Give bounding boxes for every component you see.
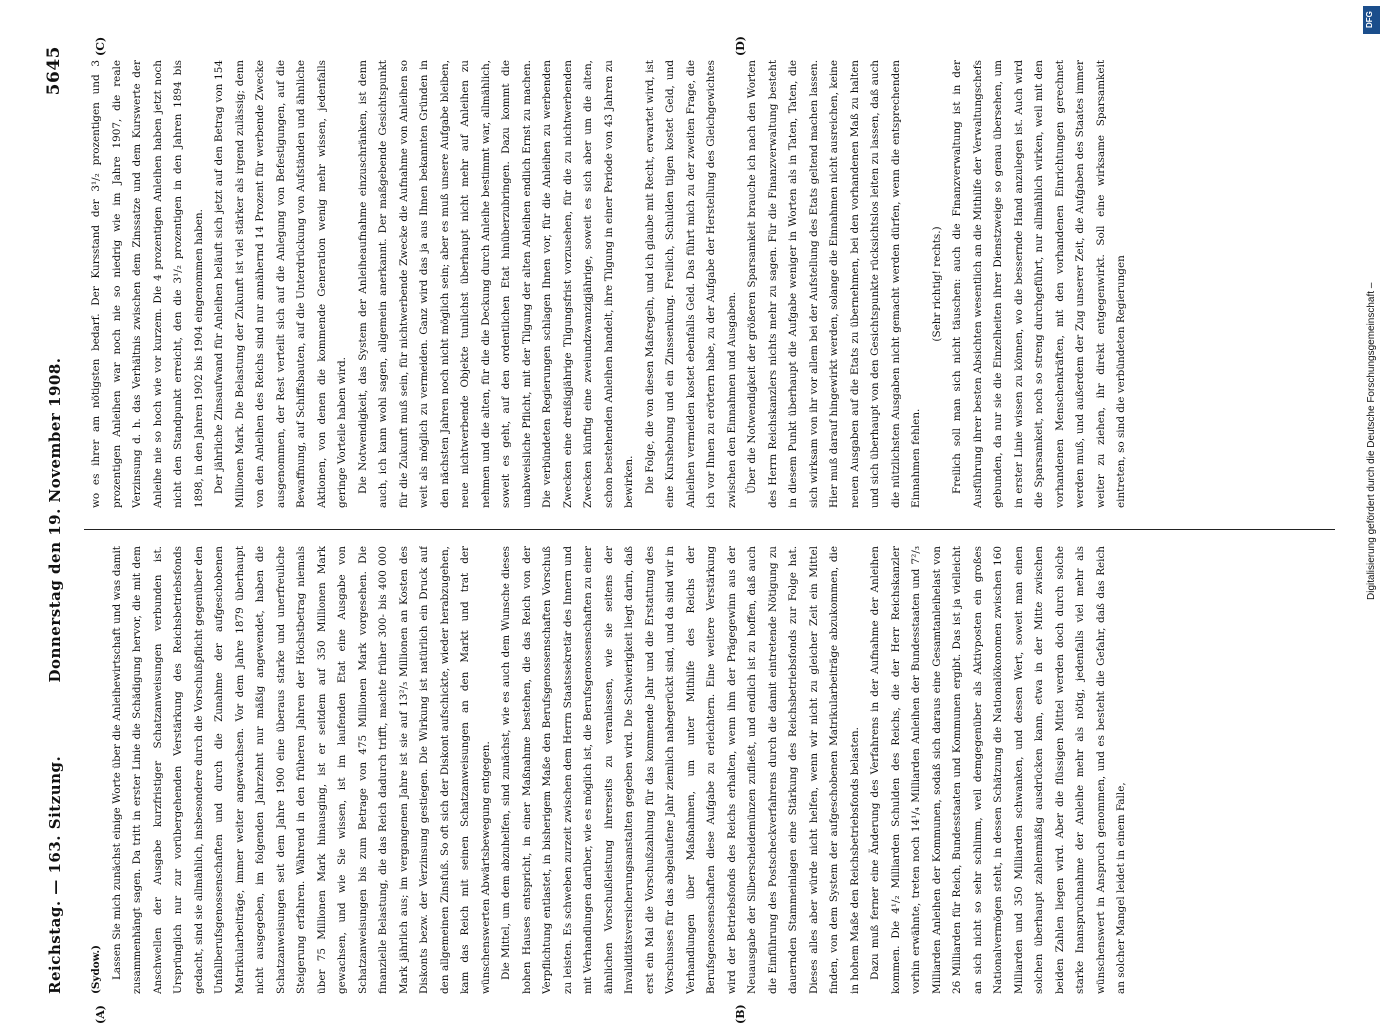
funding-notice: Digitalisierung gefördert durch die Deutsche Forschungsgemeinschaft – [1366, 282, 1377, 600]
right-paragraph: Die Folge, die von diesen Maßregeln, und ich glaube mit Recht, erwartet wird, ist eine Kurshebung und ein Zinssenkung. Freilich, Schulden tilgen kostet Geld, und Anleihen vermeiden kostet ebenfalls Geld. Das führt mich zu der zweiten Frage, die ich vor Ihnen zu erörtern habe, zu der Aufgabe der Herstellung des Gleichgewichtes zwischen den Einnahmen und Ausgaben. [643, 60, 738, 508]
left-paragraph: Die Mittel, um dem abzuhelfen, sind zunächst, wie es auch dem Wunsche dieses hohen Hauses entspricht, in einer Maßnahme bestehen, die das Reich von der Verpflichtung entlastet, in bisherigem Maße den Berufsgenossenschaften Vorschuß zu leisten. Es schweben zurzeit zwischen dem Herrn Staatssekretär des Innern und mit Verhandlungen darüber, wie es möglich ist, die Berufsgenossenschaften zu einer ähnlichen Vorschußleistung ihrerseits zu veranlassen, wie sie seitens der Invaliditätsversicherungsanstalten gegeben wird. Die Schwierigkeit liegt darin, daß erst ein Mal die Vorschußzahlung für das kommende Jahr und die Erstattung des Vorschusses für das abgelaufene Jahr ziemlich nahegerückt sind, und da sind wir in Verhandlungen über Maßnahmen, um unter Mithilfe des Reichs der Berufsgenossenschaften diese Aufgabe zu erleichtern. Eine weitere Verstärkung wird der Betriebsfonds des Reichs erhalten, wenn ihm der Prägegewinn aus der Neuausgabe der Silberscheidemünzen zufließt, und endlich ist zu hoffen, daß auch die Einführung des Postscheckverfahrens durch die damit eintretende Nötigung zu dauernden Stammeinlagen eine Stärkung des Reichsbetriebsfonds zur Folge hat. Dieses alles aber würde nicht helfen, wenn wir nicht zu gleicher Zeit ein Mittel finden, von dem System der aufgeschobenen Matrikularbeiträge abzukommen, die in hohem Maße den Reichsbetriebsfonds belasten. [500, 546, 861, 994]
margin-mark-c: (C) [94, 36, 107, 56]
page-header [34, 40, 74, 1000]
header-session: Reichstag. — 163. Sitzung. [46, 755, 64, 994]
margin-mark-d: (D) [734, 36, 747, 56]
left-paragraph: Dazu muß ferner eine Änderung des Verfahrens in der Aufnahme der Anleihen kommen. Die 4¹/₂ Milliarden Schulden des Reichs, die der Herr Reichskanzler vorhin erwähnte, treten noch 14¹/₄ Milliarden Anleihen der Bundesstaaten und 7²/₃ Milliarden Anleihen der Kommunen, sodaß sich daraus eine Gesamtanleihelast von 26 Milliarden für Reich, Bundesstaaten und Kommunen ergibt. Das ist ja vielleicht an sich nicht so sehr schlimm, weil demgegenüber als Aktivposten ein großes Nationalvermögen steht, in dessen Schätzung die Nationalökonomen zwischen 160 Milliarden und 350 Milliarden schwanken, und dessen Wert, soweit man einen solchen überhaupt zahlenmäßig ausdrücken kann, etwa in der Mitte zwischen beiden Zahlen liegen wird. Aber die flüssigen Mittel werden doch durch solche starke Inanspruchnahme der Anleihe mehr als nötig, jedenfalls viel mehr als wünschenswert in Anspruch genommen, und es besteht die Gefahr, daß das Reich an solcher Mangel leidet in einem Falle, [869, 546, 1127, 994]
right-column [86, 60, 1339, 508]
right-paragraph: Über die Notwendigkeit der größeren Sparsamkeit brauche ich nach den Worten des Herrn Reichskanzlers nichts mehr zu sagen. Für die Finanzverwaltung besteht in diesem Punkt überhaupt die Aufgabe weniger in Worten als in Taten, Taten, die sich wirksam von ihr vor allem bei der Aufstellung des Etats geltend machen lassen. Hier muß darauf hingewirkt werden, solange die Einnahmen nicht ausreichen, keine neuen Ausgaben auf die Etats zu übernehmen, bei den vorhandenen Maß zu halten und sich überhaupt von den Gesichtspunkte rücksichtslos leiten zu lassen, daß auch die nützlichsten Ausgaben nicht gemacht werden dürfen, wenn die entsprechenden Einnahmen fehlen. [746, 60, 922, 508]
page-number: 5645 [44, 46, 64, 96]
right-paragraph: Der jährliche Zinsaufwand für Anleihen beläuft sich jetzt auf den Betrag von 154 Millionen Mark. Die Belastung der Zukunft ist viel stärker als irgend zulässig; denn von den Anleihen des Reichs sind nur annähernd 14 Prozent für werbende Zwecke ausgenommen, der Rest verteilt sich auf die Anlegung von Befestigungen, auf die Bewaffnung, auf Schiffsbauten, auf die Unterdrückung von Aufständen und ähnliche Aktionen, von denen die kommende Generation wenig mehr wissen, jedenfalls geringe Vorteile haben wird. [213, 60, 348, 508]
header-date: Donnerstag den 19. November 1908. [46, 357, 64, 683]
left-paragraph: Lassen Sie mich zunächst einige Worte über die Anleihewirtschaft und was damit zusammenhängt sagen. Da tritt in erster Linie die Schädigung hervor, die mit dem Anschwellen der Ausgabe kurzfristiger Schatzanweisungen verbunden ist. Ursprünglich nur zur vorübergehenden Verstärkung des Reichsbetriebsfonds gedacht, sind sie allmählich, insbesondere durch die Vorschußpflicht gegenüber den Unfallberufsgenossenschaften und durch die Zunahme der aufgeschobenen Matrikularbeiträge, immer weiter angewachsen. Vor dem Jahre 1879 überhaupt nicht ausgegeben, im folgenden Jahrzehnt nur mäßig angewendet, haben die Schatzanweisungen seit dem Jahre 1900 eine überaus starke und unerfreuliche Steigerung erfahren. Während in den früheren Jahren der Höchstbetrag niemals über 75 Millionen Mark hinausging, ist er seitdem auf 350 Millionen Mark gewachsen, und wie Sie wissen, ist im laufenden Etat eine Ausgabe von Schatzanweisungen bis zum Betrage von 475 Millionen Mark vorgesehen. Die finanzielle Belastung, die das Reich dadurch trifft, machte früher 300- bis 400 000 Mark jährlich aus; im vergangenen Jahre ist sie auf 13²/₃ Millionen an Kosten des Diskonts bezw. der Verzinsung gestiegen. Die Wirkung ist natürlich ein Druck auf den allgemeinen Zinsfuß. So oft sich der Diskont aufschickte, wieder herabzugehen, kam das Reich mit seinen Schatzanweisungen an den Markt und trat der wünschenswerten Abwärtsbewegung entgegen. [110, 546, 492, 994]
dfg-logo-icon: DFG [1363, 6, 1380, 34]
interjection: (Sehr richtig! rechts.) [930, 226, 943, 342]
right-paragraph: Die Notwendigkeit, das System der Anleiheaufnahme einzuschränken, ist denn auch, ich kann wohl sagen, allgemein anerkannt. Der maßgebende Gesichtspunkt für die Zukunft muß sein, für nichtwerbende Zwecke die Aufnahme von Anleihen so weit als möglich zu vermeiden. Ganz wird das ja aus Ihnen bekannten Gründen in den nächsten Jahren noch nicht möglich sein; aber es muß unsere Aufgabe bleiben, neue nichtwerbende Objekte tunlichst überhaupt nicht mehr auf Anleihen zu nehmen und die alten, für die die Deckung durch Anleihe bestimmt war, allmählich, soweit es geht, auf den ordentlichen Etat hinüberzubringen. Dazu kommt die unabweisliche Pflicht, mit der Tilgung der alten Anleihen endlich Ernst zu machen. Die verbündeten Regierungen schlagen Ihnen vor, für die Anleihen zu werbenden Zwecken eine dreißigjährige Tilgungsfrist vorzusehen, für die zu nichtwerbenden Zwecken künftig eine zweiundzwanzigjährige, soweit es sich aber um die alten, schon bestehenden Anleihen handelt, ihre Tilgung in einer Periode von 43 Jahren zu bewirken. [356, 60, 635, 508]
left-column [86, 546, 1339, 994]
column-divider [84, 529, 1335, 530]
speaker-label: (Sydow.) [90, 944, 102, 994]
document-page [34, 36, 1349, 1024]
margin-mark-b: (B) [734, 1004, 747, 1024]
digitization-sidebar [1362, 0, 1383, 1000]
right-paragraph: wo es ihrer am nötigsten bedarf. Der Kursstand der 3¹/₂ prozentigen und 3 prozentigen Anleihen war noch nie so niedrig wie im Jahre 1907, die reale Verzinsung d. h. das Verhältnis zwischen dem Zinssatze und dem Kurswerte der Anleihe nie so hoch wie vor kurzem. Die 4 prozentigen Anleihen haben jetzt noch nicht den Standpunkt erreicht, den die 3¹/₂ prozentigen in den Jahren 1894 bis 1898, in den Jahren 1902 bis 1904 eingenommen haben. [90, 60, 205, 508]
right-paragraph: Freilich soll man sich nicht täuschen: auch die Finanzverwaltung ist in der Ausführung ihrer besten Absichten wesentlich an die Mithilfe der Verwaltungschefs gebunden, da nur sie die Einzelheiten ihrer Dienstzweige so genau übersehen, um in erster Linie wissen zu können, wo die bessernde Hand anzulegen ist. Auch wird die Sparsamkeit, noch so streng durchgeführt, nur allmählich wirken, weil mit den vorhandenen Menschenkräften, mit den vorhandenen Einrichtungen gerechnet werden muß, und außerdem der Zug unserer Zeit, die Aufgaben des Staates immer weiter zu ziehen, ihr direkt entgegenwirkt. Soll eine wirksame Sparsamkeit eintreten, so sind die verbündeten Regierungen [951, 60, 1127, 508]
margin-mark-a: (A) [94, 1005, 107, 1024]
